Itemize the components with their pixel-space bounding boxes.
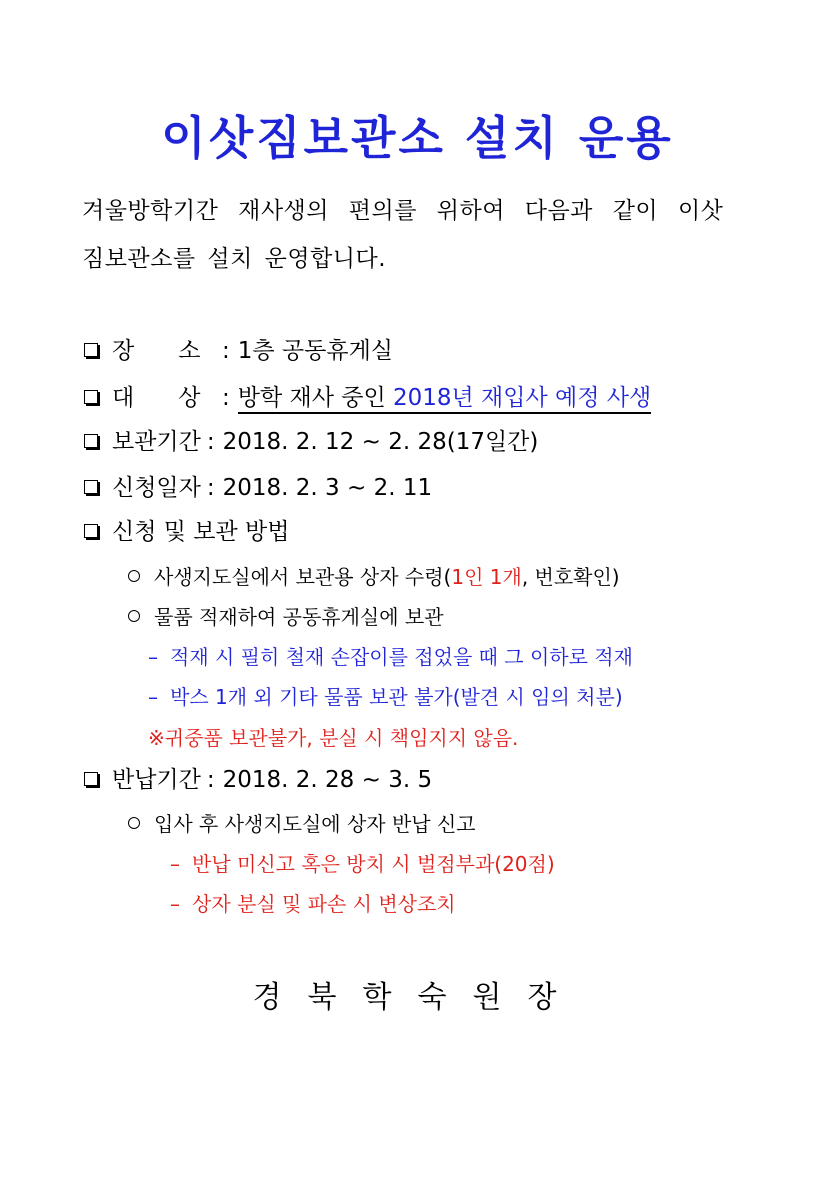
item-period (84, 427, 538, 457)
return-sub-1: 입사 후 사생지도실에 상자 반납 신고 (128, 810, 476, 838)
dash-bullet: – (170, 892, 180, 916)
item-place (84, 336, 393, 366)
item-return-value: 2018. 2. 28 ~ 3. 5 (222, 767, 433, 793)
intro-line-2: 짐보관소를 설치 운영합니다. (82, 246, 387, 272)
checkbox-bullet-icon (84, 434, 98, 448)
method-dash-2: – 박스 1개 외 기타 물품 보관 불가(발견 시 임의 처분) (148, 685, 623, 709)
colon: : (222, 385, 230, 411)
circle-bullet-icon (128, 817, 140, 829)
method-dash-1: – 적재 시 필히 철재 손잡이를 접었을 때 그 이하로 적재 (148, 645, 633, 669)
dash-bullet: – (148, 645, 158, 669)
item-apply-date-label: 신청일자 (112, 475, 201, 501)
item-apply-date (84, 473, 432, 503)
method-sub-1: 사생지도실에서 보관용 상자 수령(1인 1개, 번호확인) (128, 563, 620, 591)
return-dash-1: – 반납 미신고 혹은 방치 시 벌점부과(20점) (170, 852, 555, 876)
item-period-value: 2018. 2. 12 ~ 2. 28(17일간) (222, 429, 539, 455)
circle-bullet-icon (128, 610, 140, 622)
item-target (84, 383, 651, 413)
item-place-label: 장 소 (112, 338, 201, 364)
checkbox-bullet-icon (84, 524, 98, 538)
circle-bullet-icon (128, 570, 140, 582)
checkbox-bullet-icon (84, 772, 98, 786)
item-method-label: 신청 및 보관 방법 (112, 519, 290, 545)
item-place-value: 1층 공동휴게실 (237, 338, 394, 364)
item-return-label: 반납기간 (112, 767, 201, 793)
item-period-label: 보관기간 (112, 429, 201, 455)
item-method (84, 517, 289, 547)
checkbox-bullet-icon (84, 390, 98, 404)
colon: : (222, 338, 230, 364)
method-note: ※귀중품 보관불가, 분실 시 책임지지 않음. (148, 726, 519, 750)
method-sub-2: 물품 적재하여 공동휴게실에 보관 (128, 603, 444, 631)
checkbox-bullet-icon (84, 480, 98, 494)
checkbox-bullet-icon (84, 343, 98, 357)
item-return (84, 765, 432, 795)
dash-bullet: – (170, 852, 180, 876)
footer-signature: 경북학숙원장 (252, 980, 583, 1015)
item-target-highlight: 2018년 재입사 예정 사생 (393, 385, 652, 411)
colon: : (206, 475, 215, 501)
intro-line-1: 겨울방학기간 재사생의 편의를 위하여 다음과 같이 이삿 (82, 198, 724, 224)
item-target-label: 대 상 (112, 385, 201, 411)
colon: : (206, 429, 215, 455)
item-apply-date-value: 2018. 2. 3 ~ 2. 11 (222, 475, 433, 501)
dash-bullet: – (148, 685, 158, 709)
item-target-value: 방학 재사 중인 2018년 재입사 예정 사생 (238, 385, 651, 414)
return-dash-2: – 상자 분실 및 파손 시 변상조치 (170, 892, 456, 916)
highlight-one-per-person: 1인 1개 (451, 565, 522, 589)
page-title: 이삿짐보관소 설치 운용 (161, 111, 674, 165)
colon: : (206, 767, 215, 793)
